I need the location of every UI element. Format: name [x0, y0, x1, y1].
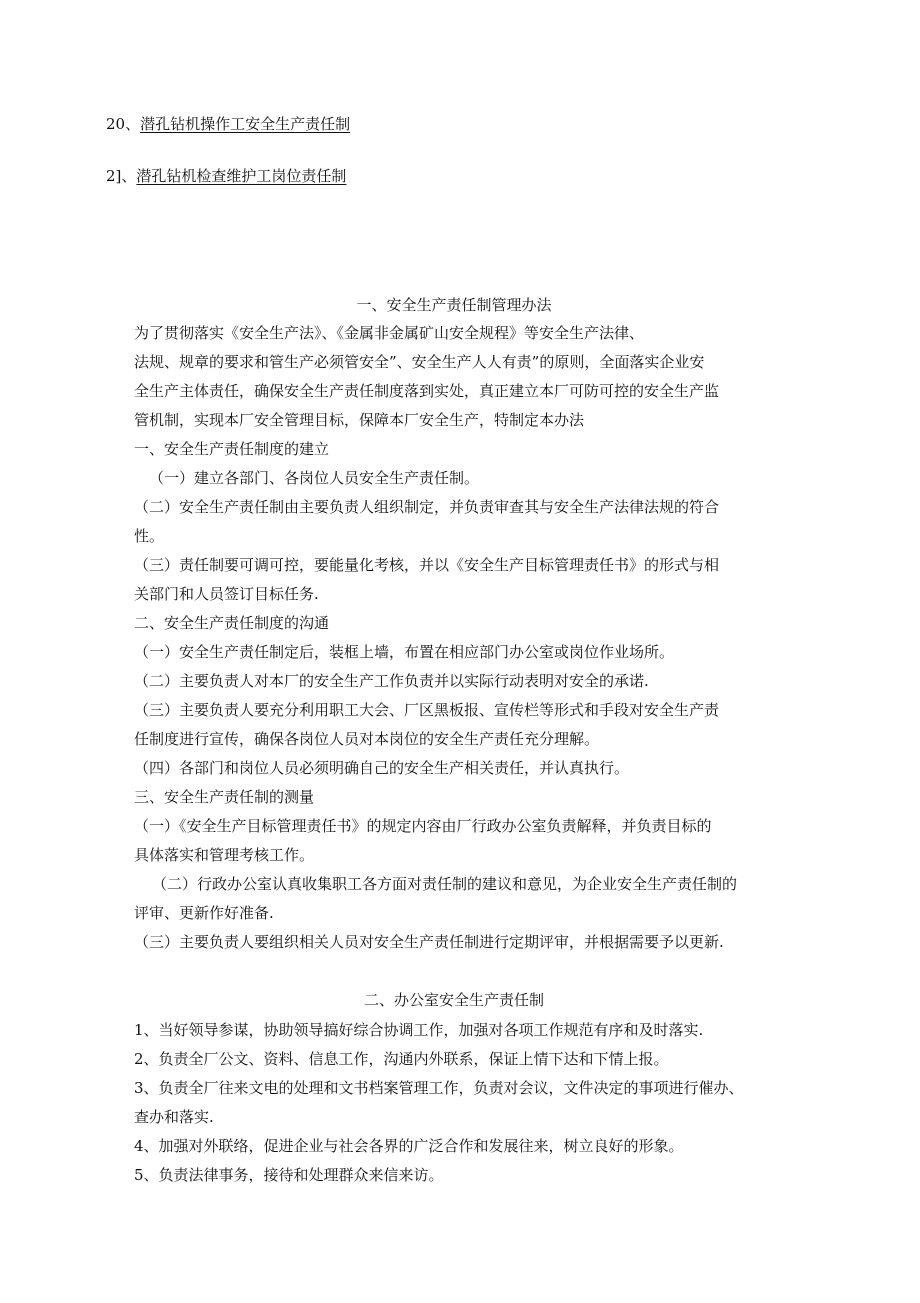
paragraph-line: （三）主要负责人要充分利用职工大会、厂区黑板报、宣传栏等形式和手段对安全生产责 — [134, 701, 720, 719]
section-heading: 一、安全生产责任制管理办法 — [356, 296, 552, 314]
section-body — [134, 1016, 784, 1190]
paragraph-line: 关部门和人员签订目标任务. — [134, 585, 319, 603]
list-item-continuation: 查办和落实. — [134, 1108, 214, 1126]
toc-number: 2]、 — [106, 167, 137, 185]
paragraph-line: 具体落实和管理考核工作。 — [134, 846, 315, 864]
paragraph-line: 性。 — [134, 527, 165, 545]
toc-entry[interactable] — [106, 114, 350, 134]
section-body — [134, 319, 784, 957]
paragraph-line: （三）主要负责人要组织相关人员对安全生产责任制进行定期评审，并根据需要予以更新. — [134, 933, 724, 951]
toc-link[interactable]: 潜孔钻机操作工安全生产责任制 — [140, 115, 351, 133]
paragraph-line: （一）建立各部门、各岗位人员安全生产责任制。 — [149, 469, 480, 487]
paragraph-line: （三）责任制要可调可控，要能量化考核，并以《安全生产目标管理责任书》的形式与相 — [134, 556, 720, 574]
list-item: 3、负责全厂往来文电的处理和文书档案管理工作，负责对会议，文件决定的事项进行催办、 — [134, 1079, 744, 1097]
paragraph-line: （四）各部门和岗位人员必须明确自己的安全生产相关责任，并认真执行。 — [134, 759, 630, 777]
section-heading: 二、办公室安全生产责任制 — [363, 991, 544, 1009]
toc-link[interactable]: 潜孔钻机检查维护工岗位责任制 — [136, 167, 347, 185]
subsection-title: 一、安全生产责任制度的建立 — [134, 440, 330, 458]
subsection-title: 二、安全生产责任制度的沟通 — [134, 614, 330, 632]
subsection-title: 三、安全生产责任制的测量 — [134, 788, 315, 806]
paragraph-line: 任制度进行宣传，确保各岗位人员对本岗位的安全生产责任充分理解。 — [134, 730, 600, 748]
paragraph-line: 评审、更新作好准备. — [134, 904, 274, 922]
paragraph-line: （一）安全生产责任制定后，装框上墙，布置在相应部门办公室或岗位作业场所。 — [134, 643, 675, 661]
toc-number: 20、 — [106, 115, 141, 133]
list-item: 4、加强对外联络，促进企业与社会各界的广泛合作和发展往来，树立良好的形象。 — [134, 1137, 684, 1155]
paragraph-line: 管机制，实现本厂安全管理目标，保障本厂安全生产，特制定本办法 — [134, 411, 585, 429]
paragraph-line: （二）主要负责人对本厂的安全生产工作负责并以实际行动表明对安全的承诺. — [134, 672, 649, 690]
list-item: 5、负责法律事务，接待和处理群众来信来访。 — [134, 1166, 444, 1184]
list-item: 2、负责全厂公文、资料、信息工作，沟通内外联系，保证上情下达和下情上报。 — [134, 1050, 669, 1068]
paragraph-line: 全生产主体责任，确保安全生产责任制度落到实处，真正建立本厂可防可控的安全生产监 — [134, 382, 720, 400]
paragraph-line: （二）安全生产责任制由主要负责人组织制定，并负责审查其与安全生产法律法规的符合 — [134, 498, 720, 516]
paragraph-line: （二）行政办公室认真收集职工各方面对责任制的建议和意见，为企业安全生产责任制的 — [152, 875, 738, 893]
paragraph-line: 为了贯彻落实《安全生产法》、《金属非金属矿山安全规程》等安全生产法律、 — [134, 324, 645, 342]
list-item: 1、当好领导参谋，协助领导搞好综合协调工作，加强对各项工作规范有序和及时落实. — [134, 1021, 704, 1039]
paragraph-line: （一）《安全生产目标管理责任书》的规定内容由厂行政办公室负责解释，并负责目标的 — [134, 817, 712, 835]
toc-entry[interactable] — [106, 166, 346, 186]
paragraph-line: 法规、规章的要求和管生产必须管安全”、安全生产人人有责”的原则，全面落实企业安 — [134, 353, 705, 371]
